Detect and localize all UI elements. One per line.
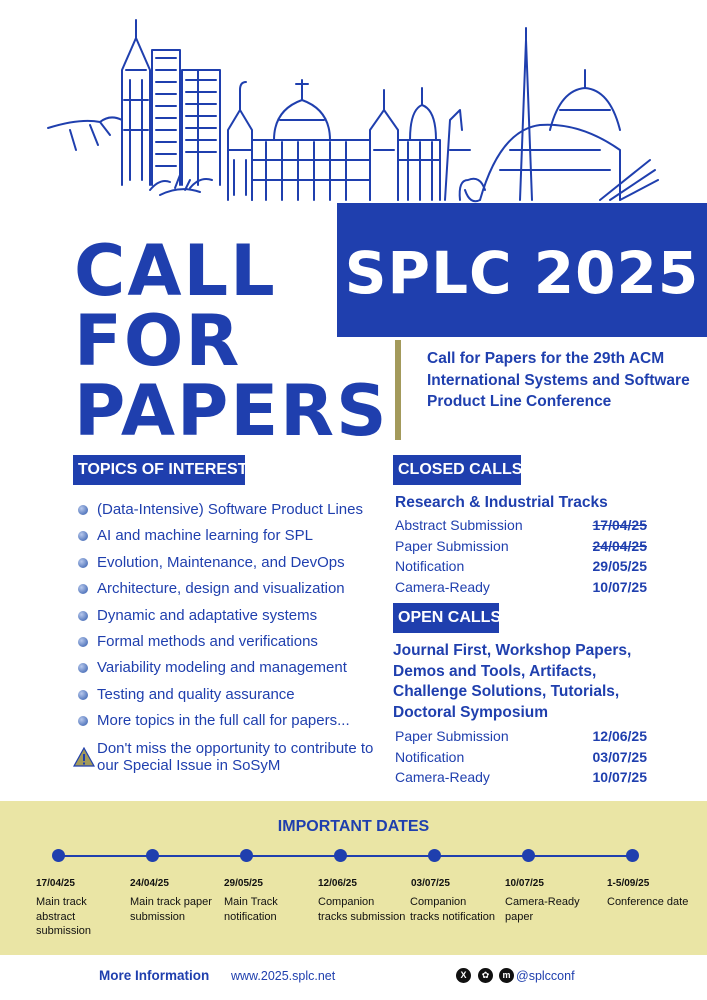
- date-label: Notification: [395, 748, 465, 765]
- topic-item: [78, 685, 388, 711]
- date-value: 29/05/25: [592, 558, 647, 574]
- bullet-icon: [78, 716, 88, 726]
- cfp-line-3: PAPERS: [74, 370, 389, 452]
- open-calls-heading: OPEN CALLS: [393, 603, 499, 633]
- date-label: Camera-Ready: [395, 769, 490, 785]
- date-value: 03/07/25: [592, 748, 647, 765]
- bullet-icon: [78, 663, 88, 673]
- timeline-date: 29/05/25: [224, 878, 263, 889]
- x-icon[interactable]: X: [456, 968, 471, 983]
- date-row: [395, 556, 650, 577]
- social-handle[interactable]: @splcconf: [516, 969, 575, 983]
- topic-item: [78, 632, 388, 658]
- date-label: Abstract Submission: [395, 517, 523, 533]
- website-link[interactable]: www.2025.splc.net: [231, 969, 336, 983]
- topic-item: [78, 658, 388, 684]
- closed-calls-heading: CLOSED CALLS: [393, 455, 521, 485]
- date-row: [395, 515, 650, 536]
- important-dates-heading: IMPORTANT DATES: [277, 818, 430, 835]
- topic-label: Architecture, design and visualization: [97, 580, 345, 598]
- conference-banner: [337, 203, 707, 337]
- bullet-icon: [78, 505, 88, 515]
- bullet-icon: [78, 584, 88, 594]
- open-dates-table: [395, 726, 650, 788]
- date-value: 10/07/25: [592, 769, 647, 785]
- conference-title: SPLC 2025: [344, 239, 700, 307]
- timeline-date: 1-5/09/25: [607, 878, 650, 889]
- topic-label: Dynamic and adaptative systems: [97, 606, 318, 624]
- cfp-line-1: CALL: [74, 230, 277, 312]
- topic-item: [78, 500, 388, 526]
- date-row: [395, 577, 650, 598]
- timeline-label: Main Track notification: [224, 896, 278, 923]
- topic-label: AI and machine learning for SPL: [97, 527, 313, 545]
- timeline-dot: [52, 849, 65, 862]
- date-label: Paper Submission: [395, 537, 509, 554]
- timeline-dot: [626, 849, 639, 862]
- date-value: 24/04/25: [592, 537, 647, 554]
- closed-dates-table: [395, 515, 650, 597]
- timeline-date: 12/06/25: [318, 878, 357, 889]
- more-information-label: More Information: [99, 968, 210, 983]
- timeline-date: 24/04/25: [130, 878, 169, 889]
- date-value: 12/06/25: [592, 728, 647, 744]
- topic-item: [78, 526, 388, 552]
- date-row: [395, 726, 650, 747]
- topic-label: Evolution, Maintenance, and DevOps: [97, 553, 345, 571]
- date-label: Camera-Ready: [395, 578, 490, 595]
- topic-item: [78, 711, 388, 737]
- bullet-icon: [78, 531, 88, 541]
- bullet-icon: [78, 690, 88, 700]
- date-value: 10/07/25: [592, 578, 647, 595]
- topic-item: [78, 579, 388, 605]
- timeline-label: Companion tracks submission: [318, 896, 406, 923]
- date-label: Notification: [395, 558, 465, 574]
- subtitle-accent-bar: [395, 340, 401, 440]
- timeline-dot: [428, 849, 441, 862]
- call-for-papers-heading: [74, 230, 389, 452]
- timeline-dot: [334, 849, 347, 862]
- timeline-date: 17/04/25: [36, 878, 75, 889]
- warning-icon: [73, 747, 95, 767]
- timeline-label: Companion tracks notification: [410, 896, 495, 923]
- topics-heading: TOPICS OF INTEREST: [73, 455, 245, 485]
- important-dates-timeline: [0, 801, 707, 955]
- bluesky-icon[interactable]: ✿: [478, 968, 493, 983]
- bullet-icon: [78, 637, 88, 647]
- bullet-icon: [78, 611, 88, 621]
- date-row: [395, 767, 650, 788]
- conference-subtitle: Call for Papers for the 29th ACM International Systems and Software Product Line Conference: [427, 350, 690, 410]
- timeline-label: Main track abstract submission: [36, 896, 92, 937]
- timeline-dot: [522, 849, 535, 862]
- date-row: [395, 536, 650, 557]
- closed-track-title: Research & Industrial Tracks: [395, 494, 608, 511]
- timeline-label: Conference date: [607, 896, 689, 908]
- timeline-date: 10/07/25: [505, 878, 544, 889]
- cfp-line-2: FOR: [74, 300, 242, 382]
- city-skyline-illustration: [40, 10, 660, 210]
- date-label: Paper Submission: [395, 728, 509, 744]
- topic-item: [78, 553, 388, 579]
- mastodon-icon[interactable]: m: [499, 968, 514, 983]
- timeline-dot: [240, 849, 253, 862]
- date-value: 17/04/25: [592, 517, 647, 533]
- topic-label: Testing and quality assurance: [97, 685, 295, 703]
- topics-list: [78, 500, 388, 738]
- notice-text: Don't miss the opportunity to contribute to our Special Issue in SoSyM: [97, 740, 374, 774]
- timeline-date: 03/07/25: [411, 878, 450, 889]
- topic-label: Formal methods and verifications: [97, 632, 318, 650]
- topic-label: Variability modeling and management: [97, 659, 347, 677]
- date-row: [395, 747, 650, 768]
- topic-label: (Data-Intensive) Software Product Lines: [97, 501, 363, 518]
- bullet-icon: [78, 558, 88, 568]
- timeline-dot: [146, 849, 159, 862]
- topic-label: More topics in the full call for papers...: [97, 712, 350, 730]
- open-tracks-title: Journal First, Workshop Papers, Demos and Tools, Artifacts, Challenge Solutions, Tutorials, Doctoral Symposium: [393, 642, 632, 721]
- topic-item: [78, 606, 388, 632]
- timeline-label: Main track paper submission: [130, 896, 212, 923]
- timeline-label: Camera-Ready paper: [505, 896, 580, 923]
